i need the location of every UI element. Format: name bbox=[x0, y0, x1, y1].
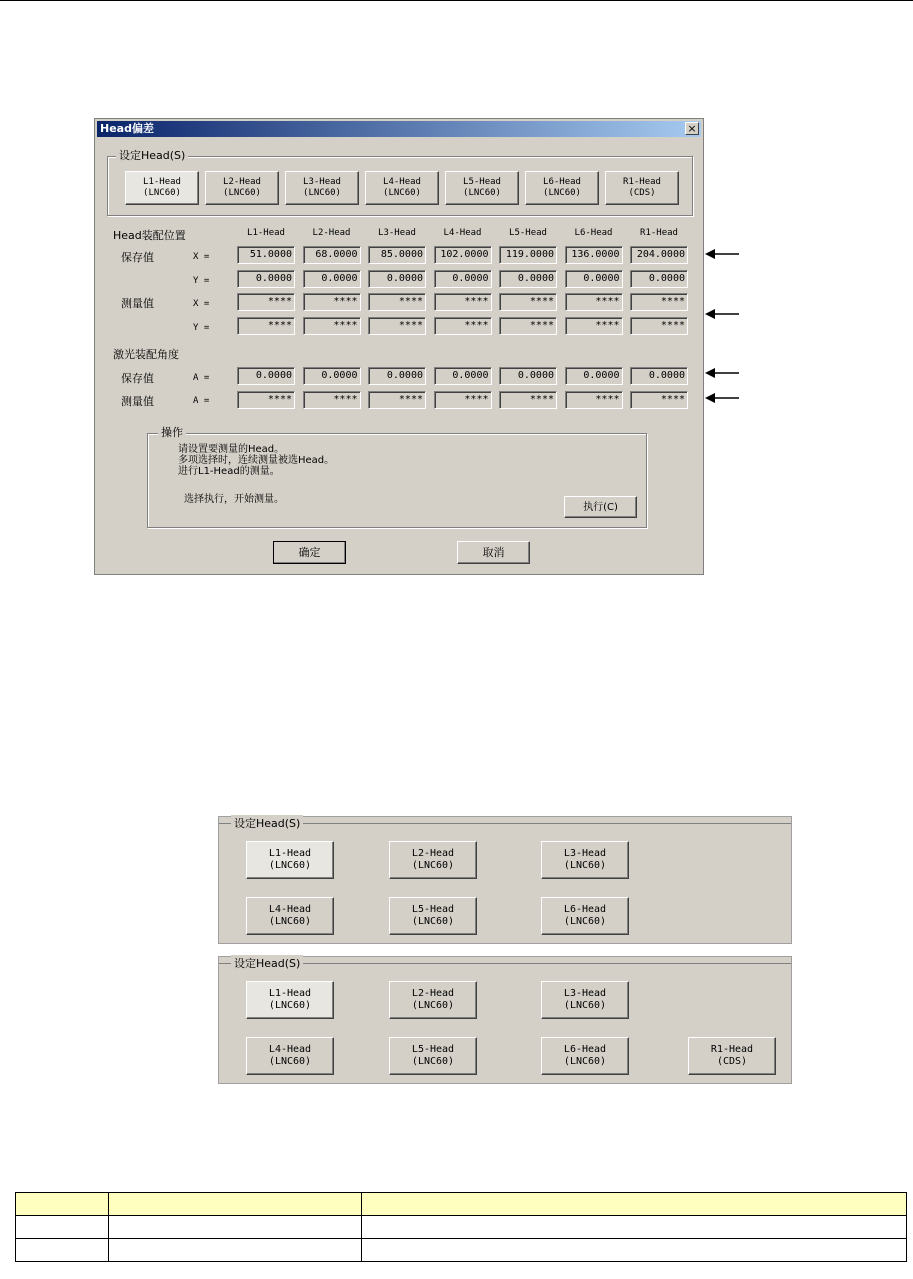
column-header: L2-Head bbox=[312, 228, 351, 238]
table-cell bbox=[16, 1216, 109, 1239]
head-button-line2: (LNC60) bbox=[563, 916, 607, 927]
measured-a-label: A = bbox=[193, 396, 210, 406]
saved-x-field: 68.0000 bbox=[303, 246, 361, 264]
head-button-line1: R1-Head bbox=[710, 1044, 754, 1055]
head-button-l5-head[interactable] bbox=[445, 171, 519, 205]
head-button-l3-head[interactable] bbox=[285, 171, 359, 205]
measured-y-field: **** bbox=[237, 317, 295, 335]
head-button-line2: (LNC60) bbox=[268, 860, 312, 871]
saved-y-label: Y = bbox=[193, 276, 210, 286]
table-header-cell bbox=[362, 1193, 907, 1216]
head-button-line2: (LNC60) bbox=[143, 188, 181, 198]
head-button-line1: L3-Head bbox=[303, 177, 341, 187]
head-button-line1: L6-Head bbox=[563, 1044, 607, 1055]
saved-a-field: 0.0000 bbox=[237, 367, 295, 385]
head-offset-dialog bbox=[94, 118, 704, 575]
page-top-rule bbox=[0, 0, 913, 1]
measured-x-field: **** bbox=[237, 293, 295, 311]
saved-y-field: 0.0000 bbox=[368, 270, 426, 288]
panel-a-legend: 设定Head(S) bbox=[231, 815, 303, 831]
head-button-line1: L2-Head bbox=[223, 177, 261, 187]
head-button-line2: (CDS) bbox=[716, 1056, 748, 1067]
table-cell bbox=[362, 1239, 907, 1262]
head-button-line1: L6-Head bbox=[563, 904, 607, 915]
table-header-row bbox=[16, 1193, 907, 1216]
head-button-l6-head[interactable] bbox=[525, 171, 599, 205]
table-cell bbox=[16, 1239, 109, 1262]
operation-legend: 操作 bbox=[158, 426, 186, 440]
head-button-line2: (LNC60) bbox=[563, 860, 607, 871]
measured-a-field: **** bbox=[499, 391, 557, 409]
head-button-line2: (LNC60) bbox=[303, 188, 341, 198]
head-button-l4-head[interactable] bbox=[246, 897, 334, 935]
head-select-panel-b bbox=[218, 956, 792, 1084]
saved-x-label: X = bbox=[193, 252, 210, 262]
head-button-l1-head[interactable] bbox=[246, 841, 334, 879]
head-button-line2: (LNC60) bbox=[563, 1000, 607, 1011]
saved-y-field: 0.0000 bbox=[237, 270, 295, 288]
column-header: L3-Head bbox=[378, 228, 416, 238]
head-button-line2: (LNC60) bbox=[223, 188, 261, 198]
head-button-l5-head[interactable] bbox=[389, 1037, 477, 1075]
head-button-line2: (LNC60) bbox=[268, 1000, 312, 1011]
table-row bbox=[16, 1216, 907, 1239]
head-button-l2-head[interactable] bbox=[205, 171, 279, 205]
table-cell bbox=[109, 1216, 362, 1239]
head-button-line1: L2-Head bbox=[411, 848, 455, 859]
measured-x-field: **** bbox=[499, 293, 557, 311]
head-button-r1-head[interactable] bbox=[688, 1037, 776, 1075]
table-row bbox=[16, 1239, 907, 1262]
measured-a-field: **** bbox=[368, 391, 426, 409]
measured-y-field: **** bbox=[630, 317, 688, 335]
saved-y-field: 0.0000 bbox=[499, 270, 557, 288]
saved-angle-arrow-icon bbox=[705, 368, 739, 378]
head-button-line1: L6-Head bbox=[543, 177, 581, 187]
saved-x-field: 51.0000 bbox=[237, 246, 295, 264]
angle-section-title: 激光装配角度 bbox=[113, 348, 179, 361]
measured-y-field: **** bbox=[368, 317, 426, 335]
head-button-l3-head[interactable] bbox=[541, 981, 629, 1019]
saved-y-field: 0.0000 bbox=[630, 270, 688, 288]
measured-a-field: **** bbox=[237, 391, 295, 409]
measured-position-arrow-icon bbox=[705, 309, 739, 319]
instruction-line-1: 请设置要测量的Head。 bbox=[178, 444, 285, 455]
column-header: L1-Head bbox=[247, 228, 285, 238]
measured-x-field: **** bbox=[630, 293, 688, 311]
saved-position-label: 保存值 bbox=[121, 251, 154, 264]
head-button-l6-head[interactable] bbox=[541, 897, 629, 935]
head-button-line1: L5-Head bbox=[411, 1044, 455, 1055]
measured-a-field: **** bbox=[434, 391, 492, 409]
head-button-r1-head[interactable] bbox=[605, 171, 679, 205]
head-button-l4-head[interactable] bbox=[246, 1037, 334, 1075]
measured-angle-label: 测量值 bbox=[121, 395, 154, 408]
cancel-button[interactable]: 取消 bbox=[457, 541, 530, 564]
column-header: L4-Head bbox=[443, 228, 482, 238]
head-button-line1: L4-Head bbox=[383, 177, 421, 187]
head-select-legend: 设定Head(S) bbox=[116, 149, 188, 163]
operation-group bbox=[147, 426, 647, 528]
column-header: L5-Head bbox=[509, 228, 547, 238]
head-button-line1: L4-Head bbox=[268, 904, 312, 915]
measured-y-field: **** bbox=[434, 317, 492, 335]
head-button-l4-head[interactable] bbox=[365, 171, 439, 205]
measured-y-field: **** bbox=[565, 317, 623, 335]
measured-y-field: **** bbox=[303, 317, 361, 335]
head-button-line2: (LNC60) bbox=[543, 188, 581, 198]
bottom-table bbox=[15, 1192, 907, 1262]
instruction-line-2: 多项选择时，连续测量被选Head。 bbox=[178, 455, 335, 466]
head-button-l3-head[interactable] bbox=[541, 841, 629, 879]
head-button-line1: L3-Head bbox=[563, 988, 607, 999]
head-button-line1: L3-Head bbox=[563, 848, 607, 859]
operation-instructions bbox=[178, 444, 334, 477]
head-button-line2: (LNC60) bbox=[411, 860, 455, 871]
saved-y-field: 0.0000 bbox=[434, 270, 492, 288]
head-button-line2: (LNC60) bbox=[411, 1056, 455, 1067]
measured-y-label: Y = bbox=[193, 323, 210, 333]
head-button-l1-head[interactable] bbox=[246, 981, 334, 1019]
saved-position-arrow-icon bbox=[705, 249, 739, 259]
saved-a-field: 0.0000 bbox=[303, 367, 361, 385]
table-cell bbox=[109, 1239, 362, 1262]
saved-a-field: 0.0000 bbox=[499, 367, 557, 385]
head-button-l2-head[interactable] bbox=[389, 981, 477, 1019]
measured-x-field: **** bbox=[368, 293, 426, 311]
head-button-line1: L2-Head bbox=[411, 988, 455, 999]
measured-x-field: **** bbox=[303, 293, 361, 311]
measured-angle-arrow-icon bbox=[705, 393, 739, 403]
measured-x-field: **** bbox=[434, 293, 492, 311]
table-header-cell bbox=[16, 1193, 109, 1216]
table-header-cell bbox=[109, 1193, 362, 1216]
head-button-line1: L5-Head bbox=[463, 177, 501, 187]
measured-x-label: X = bbox=[193, 299, 210, 309]
measured-position-label: 测量值 bbox=[121, 297, 154, 310]
saved-a-field: 0.0000 bbox=[434, 367, 492, 385]
head-button-line2: (LNC60) bbox=[411, 916, 455, 927]
table-cell bbox=[362, 1216, 907, 1239]
measured-x-field: **** bbox=[565, 293, 623, 311]
saved-x-field: 136.0000 bbox=[565, 246, 623, 264]
saved-x-field: 119.0000 bbox=[499, 246, 557, 264]
head-button-line2: (LNC60) bbox=[268, 1056, 312, 1067]
saved-x-field: 204.0000 bbox=[630, 246, 688, 264]
saved-x-field: 102.0000 bbox=[434, 246, 492, 264]
panel-b-legend: 设定Head(S) bbox=[231, 955, 303, 971]
head-button-line2: (LNC60) bbox=[563, 1056, 607, 1067]
dialog-titlebar bbox=[97, 121, 701, 137]
saved-x-field: 85.0000 bbox=[368, 246, 426, 264]
head-button-line1: L4-Head bbox=[268, 1044, 312, 1055]
measured-a-field: **** bbox=[303, 391, 361, 409]
head-button-line1: L1-Head bbox=[143, 177, 181, 187]
head-button-line2: (LNC60) bbox=[411, 1000, 455, 1011]
head-button-line1: R1-Head bbox=[623, 177, 661, 187]
head-button-line2: (LNC60) bbox=[268, 916, 312, 927]
saved-a-field: 0.0000 bbox=[630, 367, 688, 385]
instruction-line-4: 选择执行，开始测量。 bbox=[184, 494, 284, 505]
ok-button[interactable]: 确定 bbox=[273, 541, 346, 564]
saved-angle-label: 保存值 bbox=[121, 372, 154, 385]
head-button-line1: L1-Head bbox=[268, 988, 312, 999]
head-button-line1: L5-Head bbox=[411, 904, 455, 915]
head-select-panel-a bbox=[218, 816, 792, 944]
instruction-line-3: 进行L1-Head的测量。 bbox=[178, 466, 280, 477]
head-button-line1: L1-Head bbox=[268, 848, 312, 859]
close-button[interactable]: × bbox=[685, 122, 699, 135]
head-button-l2-head[interactable] bbox=[389, 841, 477, 879]
head-button-line2: (LNC60) bbox=[463, 188, 501, 198]
saved-a-field: 0.0000 bbox=[368, 367, 426, 385]
head-button-l1-head[interactable] bbox=[125, 171, 199, 205]
saved-a-label: A = bbox=[193, 373, 210, 383]
dialog-title: Head偏差 bbox=[100, 122, 154, 135]
measured-y-field: **** bbox=[499, 317, 557, 335]
head-button-l6-head[interactable] bbox=[541, 1037, 629, 1075]
measured-a-field: **** bbox=[630, 391, 688, 409]
measured-a-field: **** bbox=[565, 391, 623, 409]
column-header: R1-Head bbox=[640, 228, 678, 238]
head-button-line2: (LNC60) bbox=[383, 188, 421, 198]
saved-a-field: 0.0000 bbox=[565, 367, 623, 385]
saved-y-field: 0.0000 bbox=[565, 270, 623, 288]
head-button-line2: (CDS) bbox=[628, 188, 656, 198]
execute-button[interactable]: 执行(C) bbox=[564, 496, 637, 518]
saved-y-field: 0.0000 bbox=[303, 270, 361, 288]
column-header: L6-Head bbox=[574, 228, 613, 238]
position-section-title: Head装配位置 bbox=[113, 229, 186, 242]
head-button-l5-head[interactable] bbox=[389, 897, 477, 935]
